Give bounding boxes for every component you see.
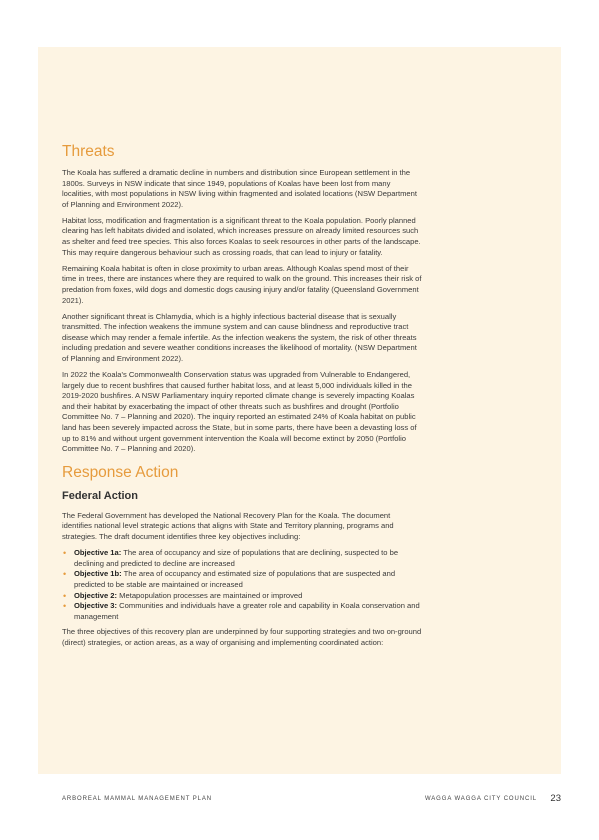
objectives-list — [62, 548, 422, 622]
threats-paragraph: Remaining Koala habitat is often in close proximity to urban areas. Although Koalas spend most of their time in trees, there are instances where they are required to walk on the ground. This increases their risk of predation from foxes, wild dogs and domestic dogs causing injury and/or fatality (Queensland Government 2021). — [62, 263, 422, 305]
objective-text: The area of occupancy and estimated size of populations that are suspected and predicted to be stable are maintained or increased — [74, 569, 396, 589]
objective-label: Objective 1a: — [74, 548, 122, 558]
threats-paragraph: Habitat loss, modification and fragmentation is a significant threat to the Koala population. Poorly planned clearing has left habitats divided and isolated, which increases pressure on already limited resources such as shelter and feed tree species. This also forces Koalas to seek resources in other parts of the landscape. This may require dangerous behaviour such as crossing roads, that can lead to injury or fatality. — [62, 215, 421, 257]
objective-text: Communities and individuals have a greater role and capability in Koala conservation and management — [74, 601, 420, 621]
bullet-icon: • — [63, 590, 67, 601]
federal-action-subheading: Federal Action — [62, 489, 138, 502]
footer-organisation: WAGGA WAGGA CITY COUNCIL — [424, 796, 537, 802]
list-item — [62, 569, 422, 590]
threats-paragraph: Another significant threat is Chlamydia, which is a highly infectious bacterial disease that is sexually transmitted. The infection weakens the immune system and can cause blindness and reproductive tract disease which may render a female infertile. As the infection weakens the system, the risk of other threats including predation and severe weather conditions increases the likelihood of mortality. (NSW Department of Planning and Environment 2022). — [62, 311, 417, 363]
objective-text: The area of occupancy and size of populations that are declining, suspected to be declining and predicted to decline are increased — [74, 548, 399, 568]
threats-paragraph: The Koala has suffered a dramatic decline in numbers and distribution since European settlement in the 1800s. Surveys in NSW indicate that since 1949, populations of Koalas have been lost from many localities, with most populations in NSW living within fragmented and isolated locations (NSW Department of Planning and Environment 2022). — [62, 168, 417, 209]
bullet-icon: • — [63, 601, 67, 612]
objective-text: Metapopulation processes are maintained or improved — [117, 590, 303, 600]
closing-paragraph: The three objectives of this recovery plan are underpinned by four supporting strategies and two on-ground (direct) strategies, or action areas, as a way of organising and implementing coordinated action: — [62, 627, 422, 647]
footer-document-title: ARBOREAL MAMMAL MANAGEMENT PLAN — [62, 796, 213, 802]
objective-label: Objective 2: — [74, 590, 118, 600]
main-content — [62, 142, 422, 654]
list-item — [62, 548, 422, 569]
bullet-icon: • — [63, 548, 67, 559]
list-item — [62, 591, 422, 602]
list-item — [62, 601, 422, 622]
threats-paragraph: In 2022 the Koala's Commonwealth Conservation status was upgraded from Vulnerable to Endangered, largely due to recent bushfires that caused further habitat loss, and at least 5,000 individuals killed in the 2019-2020 bushfires. A NSW Parliamentary inquiry reported climate change is severely impacting Koalas and their habitat by exacerbating the impact of other threats such as bushfires and drought (Portfolio Committee No. 7 – Planning and 2020). The inquiry reported an estimated 24% of Koala habitat on public land has been severely impacted across the State, but in some parts, there have been a devasting loss of up to 81% and without urgent government intervention the Koala will become extinct by 2050 (Portfolio Committee No. 7 – Planning and 2020). — [62, 370, 417, 454]
page-number: 23 — [550, 793, 561, 804]
objective-label: Objective 1b: — [74, 569, 122, 579]
objective-label: Objective 3: — [74, 601, 118, 611]
federal-intro-paragraph: The Federal Government has developed the National Recovery Plan for the Koala. The document identifies national level strategic actions that aligns with State and Territory planning, programs and strategies. The draft document identifies three key objectives including: — [62, 510, 394, 542]
response-action-heading: Response Action — [62, 463, 179, 481]
threats-heading: Threats — [62, 143, 115, 160]
bullet-icon: • — [63, 569, 67, 580]
